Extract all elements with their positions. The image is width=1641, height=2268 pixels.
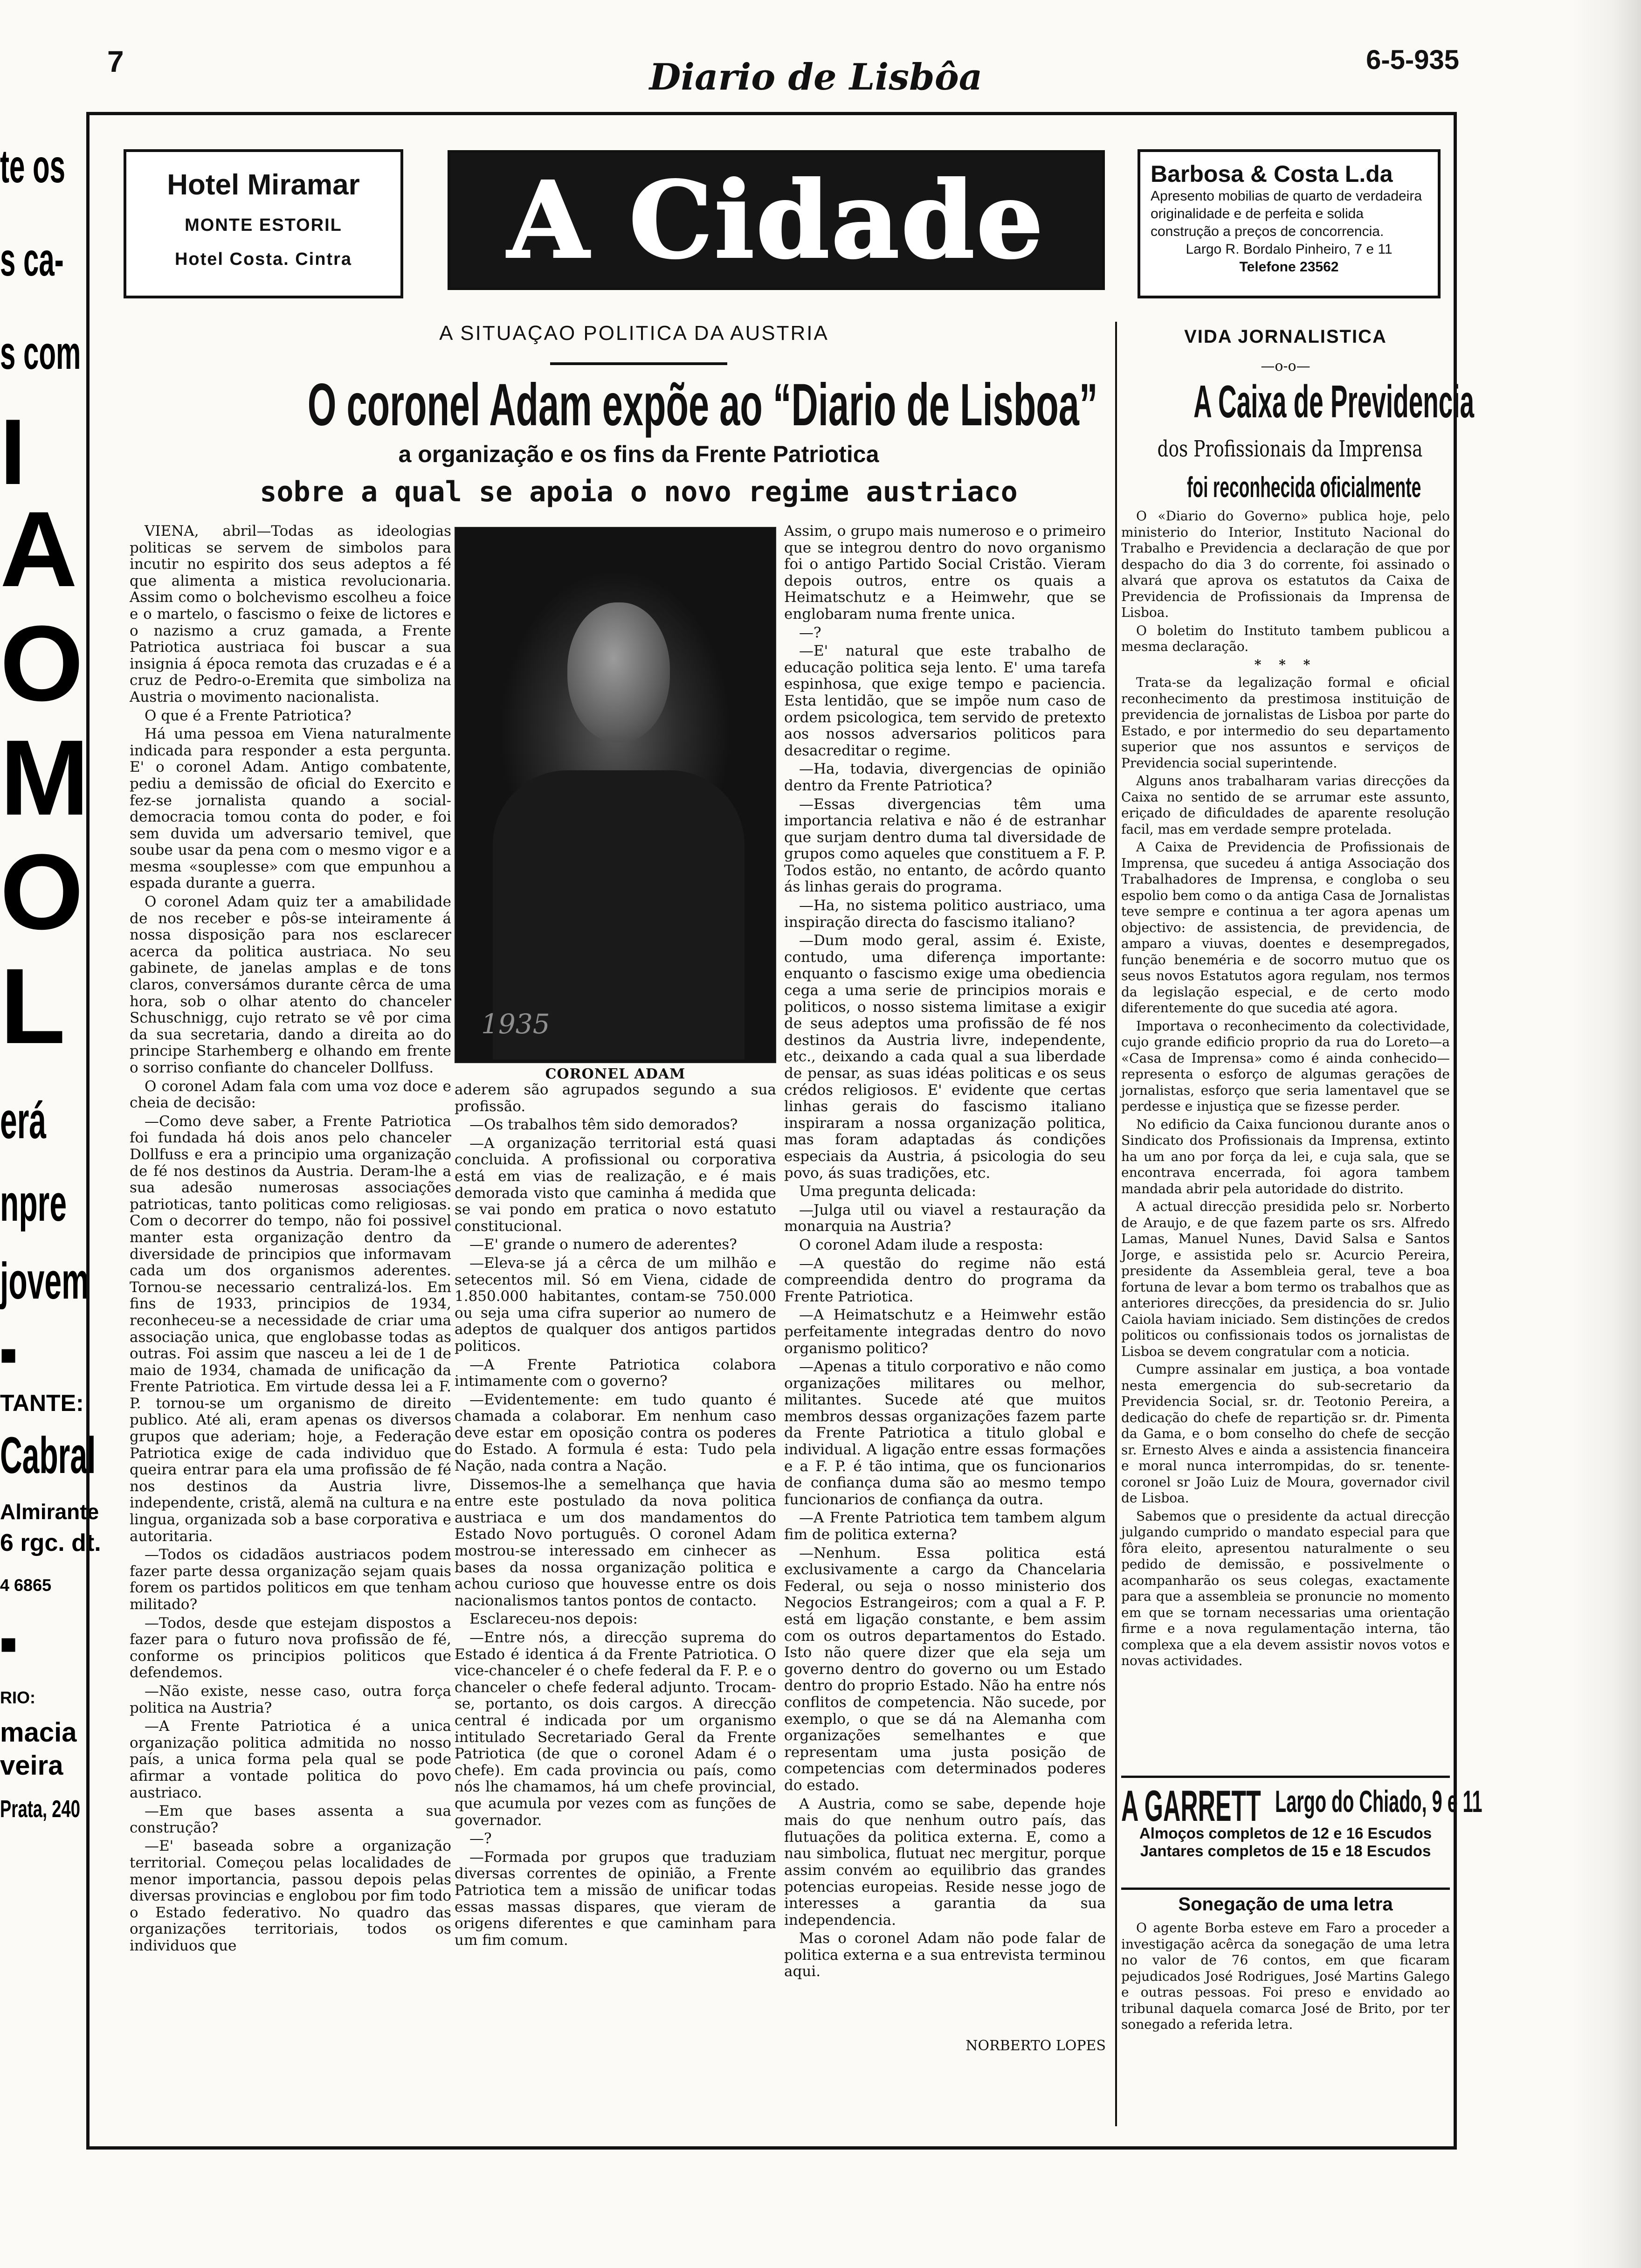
paragraph: —A Frente Patriotica colabora intimamente com o governo?	[455, 1356, 776, 1390]
photo-caption: CORONEL ADAM	[545, 1066, 686, 1082]
paragraph: —A Heimatschutz e a Heimwehr estão perfeitamente integradas dentro do novo organismo politico?	[784, 1307, 1106, 1357]
paragraph: —Essas divergencias têm uma importancia relativa e não é de estranhar que surjam dentro duma tal diversidade de grupos como aqueles que constituem a F. P. Todos estão, no entanto, de acôrdo quanto ás linhas gerais do programa.	[784, 795, 1106, 896]
paragraph: Alguns anos trabalharam varias direcções da Caixa no sentido de se arrumar este assunto, eriçado de dificuldades de aparente resolução facil, mas em verdade sempre protelada.	[1121, 773, 1450, 837]
paragraph: —Todos, desde que estejam dispostos a fazer para o futuro nova profissão de fé, conforme os principios politicos que defendemos.	[130, 1614, 451, 1681]
margin-fragment: Cabral	[0, 1427, 96, 1484]
paragraph: —Nenhum. Essa politica está exclusivamente a cargo da Chancelaria Federal, ou seja o nosso ministerio dos Negocios Estrangeiros; com a qual a F. P. está em ligação constante, e bem assim com os outros departamentos do Estado. Isto não quere dizer que ela seja um governo dentro do governo ou um Estado dentro do proprio Estado. Não ha entre nós conflitos de competencia. Não sucede, por exemplo, o que se dá na Alemanha com organizações semelhantes e que representam uma justa posição de competencias com determinados poderes do estado.	[784, 1544, 1106, 1794]
margin-fragment: TANTE:	[0, 1390, 84, 1416]
paragraph: —Entre nós, a direcção suprema do Estado é identica á da Frente Patriotica. O vice-chanceler é o chefe federal da F. P. e o chanceler o chefe federal adjunto. Trocam-se, portanto, os dois cargos. A direcção central é indicada por um organismo intitulado Secretariado Geral da Frente Patriotica (de que o coronel Adam é o chefe). Em cada provincia ou país, como nós lhe chamamos, há um chefe provincial, que acumula por vezes com as funções de governador.	[455, 1629, 776, 1829]
margin-fragment: O	[0, 603, 83, 723]
hotel-miramar-ad	[124, 149, 403, 298]
article-signature: NORBERTO LOPES	[965, 2038, 1106, 2054]
garrett-ad-lunch: Almoços completos de 12 e 16 Escudos	[1139, 1825, 1432, 1842]
paragraph: —Eleva-se já a cêrca de um milhão e setecentos mil. Só em Viena, cidade de 1.850.000 habitantes, contam-se 750.000 ou seja uma cifra superior ao numero de adeptos de qualquer dos antigos partidos politicos.	[455, 1254, 776, 1355]
hotel-ad-location: MONTE ESTORIL	[185, 215, 342, 235]
margin-fragment: s com	[0, 327, 81, 379]
margin-fragment: 6 rgc. dt.	[0, 1529, 101, 1556]
paragraph: —Como deve saber, a Frente Patriotica foi fundada há dois anos pelo chanceler Dollfuss e era a principio uma organização de fé nos destinos da Austria. Deram-lhe a sua adesão numerosas associações patrioticas, tanto politicas como religiosas. Com o decorrer do tempo, não foi possivel manter esta organização dentro da diversidade de principios que informavam cada um dos organismos aderentes. Tornou-se necessario centralizá-los. Em fins de 1933, principios de 1934, reconheceu-se a necessidade de criar uma associação unica, que englobasse todas as outras. Foi assim que nasceu a lei de 1 de maio de 1934, chamada de unificação da Frente Patriotica. Em virtude dessa lei a F. P. tornou-se um organismo de direito publico. Até ali, eram apenas os diversos grupos que aderiam; hoje, a Federação Patriotica exige de cada individuo que queira entrar para ela uma profissão de fé nos destinos da Austria livre, independente, cristã, alemã na cultura e na lingua, organizada sob a base corporativa e autoritaria.	[130, 1113, 451, 1545]
margin-fragment: 4 6865	[0, 1576, 52, 1595]
paragraph: —E' grande o numero de aderentes?	[469, 1236, 737, 1253]
paragraph: —Evidentemente: em tudo quanto é chamada a colaborar. Em nenhum caso deve estar em oposição contra os poderes do Estado. A formula é esta: Tudo pela Nação, nada contra a Nação.	[455, 1391, 776, 1475]
paragraph: —E' natural que este trabalho de educação politica seja lento. E' uma tarefa espinhosa, que exige tempo e paciencia. Esta lentidão, que se impõe num caso de ordem psicologica, tem servido de pretexto aos nossos adversarios politicos para desacreditar o regime.	[784, 643, 1106, 759]
neighbour-page-margin	[0, 140, 101, 2098]
section-banner-title: A Cidade	[507, 159, 1045, 282]
paragraph: —Ha, no sistema politico austriaco, uma inspiração directa do fascismo italiano?	[784, 897, 1106, 931]
paragraph: Mas o coronel Adam não pode falar de politica externa e a sua entrevista terminou aqui.	[784, 1930, 1106, 1980]
vida-jornalistica-headline: A Caixa de Previdencia	[1193, 376, 1475, 427]
barbosa-ad-address: Largo R. Bordalo Pinheiro, 7 e 11	[1186, 242, 1393, 257]
photo-watermark: 1935	[481, 1008, 550, 1040]
photo-face	[567, 602, 670, 742]
paragraph: aderem são agrupados segundo a sua profissão.	[455, 1081, 776, 1115]
paragraph: —Ha, todavia, divergencias de opinião dentro da Frente Patriotica?	[784, 761, 1106, 794]
paragraph: A Caixa de Previdencia de Profissionais de Imprensa, que sucedeu á antiga Associação dos Trabalhadores de Imprensa, e congloba o seu espolio bem como o da antiga Casa de Jornalistas teve sempre e continua a ter agora apenas um objectivo: de assistencia, de previdencia, de amparo a viuvas, doentes e desempregados, função beneméria e de socorro mutuo que os seus novos Estatutos agora regulam, nos termos da legislação especial, e de certo modo diferentemente do que sucedia até agora.	[1121, 839, 1450, 1016]
margin-fragment: M	[0, 718, 90, 837]
garrett-ad-address: Largo do Chiado, 9 e 11	[1275, 1784, 1482, 1819]
paragraph: O boletim do Instituto tambem publicou a mesma declaração.	[1121, 622, 1450, 654]
kicker-rule	[550, 362, 727, 365]
paragraph: —Formada por grupos que traduziam diversas correntes de opinião, a Frente Patriotica tem a missão de unificar todas essas massas dispares, que vieram de origens diferentes e que caminham para um fim comum.	[455, 1848, 776, 1949]
margin-fragment: veira	[0, 1750, 63, 1781]
paragraph: —Todos os cidadãos austriacos podem fazer parte dessa organização sejam quais forem os partidos politicos em que tenham militado?	[130, 1546, 451, 1613]
newspaper-masthead: Diario de Lisbôa	[649, 56, 983, 98]
margin-fragment: A	[0, 489, 78, 609]
sonegacao-body	[1121, 1920, 1450, 2060]
paragraph: Há uma pessoa em Viena naturalmente indicada para responder a esta pergunta. E' o coronel Adam. Antigo combatente, pediu a demissão de oficial do Exercito e fez-se jornalista quando a social-democracia tomou conta do poder, e foi sem duvida um adversario temivel, que soube usar da pena com o mesmo vigor e a mesma «souplesse» com que empunhou a espada durante a guerra.	[130, 726, 451, 892]
ornament: —o-o—	[1261, 358, 1310, 374]
vida-jornalistica-body	[1121, 508, 1450, 1758]
barbosa-ad-text: Apresento mobilias de quarto de verdadeira originalidade e de perfeita e solida construção a preços de concorrencia.	[1151, 188, 1422, 239]
portrait-photo	[455, 527, 776, 1063]
paragraph: O coronel Adam fala com uma voz doce e cheia de decisão:	[130, 1078, 451, 1112]
paragraph: —?	[469, 1830, 492, 1847]
margin-fragment: I	[0, 400, 26, 504]
barbosa-costa-ad	[1138, 149, 1441, 298]
paragraph: O agente Borba esteve em Faro a proceder a investigação acêrca da sonegação de uma letra no valor de 76 contos, em que ficaram pejudicados José Rodrigues, José Martins Galego e outras pessoas. Foi preso e envidado ao tribunal daquela comarca José de Brito, por ter sonegado a referida letra.	[1121, 1920, 1450, 2032]
paragraph: —Julga util ou viavel a restauração da monarquia na Austria?	[784, 1201, 1106, 1235]
vida-jornalistica-tagline: foi reconhecida oficialmente	[1187, 471, 1421, 504]
article-column-2	[455, 1082, 776, 2056]
paragraph: VIENA, abril—Todas as ideologias politicas se servem de simbolos para incutir no espirito dos seus adeptos a fé que alimenta a mistica revolucionaria. Assim como o bolchevismo escolheu a foice e o martelo, o fascismo o feixe de lictores e o nazismo a cruz gamada, a Frente Patriotica austriaca foi buscar a sua insignia á época remota das cruzadas e é a cruz de Pedro-o-Eremita que simboliza na Austria o movimento nacionalista.	[130, 523, 451, 705]
vida-jornalistica-subheadline: dos Profissionais da Imprensa	[1157, 436, 1423, 462]
margin-fragment: Prata, 240	[0, 1796, 81, 1823]
article-column-1	[130, 523, 451, 2057]
paragraph: A actual direcção presidida pelo sr. Norberto de Araujo, e de que fazem parte os srs. Alfredo Lamas, Manuel Nunes, David Salsa e Santos Jorge, e assistida pelo sr. Acurcio Pereira, presidente da Assembleia geral, teve a boa fortuna de levar a bom termo os trabalhos que as anteriores direcções, da presidencia do sr. Julio Caiola haviam iniciado. Sem distinções de credos politicos ou confissionais todos os jornalistas de Lisboa se devem congratular com a noticia.	[1121, 1199, 1450, 1359]
margin-fragment: erá	[0, 1092, 47, 1149]
article-deck: a organização e os fins da Frente Patriotica	[398, 441, 879, 467]
paragraph: O coronel Adam ilude a resposta:	[799, 1236, 1043, 1253]
garrett-restaurant-ad	[1121, 1776, 1482, 1890]
issue-date: 6-5-935	[1366, 45, 1459, 75]
margin-fragment: te os	[0, 140, 66, 193]
margin-fragment: L	[0, 946, 66, 1066]
margin-fragment: ■	[0, 1628, 17, 1660]
barbosa-ad-title: Barbosa & Costa L.da	[1151, 161, 1393, 187]
hotel-ad-second-hotel: Hotel Costa. Cintra	[174, 249, 352, 269]
column-divider	[1115, 322, 1117, 2126]
paragraph: —A Frente Patriotica é a unica organização politica admitida no nosso país, a unica forma pela qual se pode afirmar a vontade politica do povo austriaco.	[130, 1718, 451, 1801]
article-headline: O coronel Adam expõe ao “Diario de Lisboa”	[307, 372, 1098, 438]
paragraph: —Não existe, nesse caso, outra força politica na Austria?	[130, 1682, 451, 1716]
margin-fragment: jovem	[0, 1252, 89, 1310]
paragraph: Assim, o grupo mais numeroso e o primeiro que se integrou dentro do novo organismo foi o antigo Partido Social Cristão. Vieram depois outros, entre os quais a Heimatschutz e a Heimwehr, que se englobaram numa frente unica.	[784, 523, 1106, 622]
paragraph: O «Diario do Governo» publica hoje, pelo ministerio do Interior, Instituto Nacional do Trabalho e Previdencia a declaração de que por despacho do dia 3 do corrente, foi assinado o alvará que aprova os estatutos da Caixa de Previdencia de Profissionais da Imprensa de Lisboa.	[1121, 508, 1450, 620]
paragraph: —?	[799, 624, 821, 641]
paragraph: Esclareceu-nos depois:	[469, 1611, 638, 1628]
paragraph: —A organização territorial está quasi concluida. A profissional ou corporativa está em vias de realização, e é mais demorada visto que caminha á medida que se vai pondo em pratica o novo estatuto constitucional.	[455, 1134, 776, 1235]
vida-jornalistica-section: VIDA JORNALISTICA	[1184, 326, 1387, 347]
paragraph: Importava o reconhecimento da colectividade, cujo grande edificio proprio da rua do Loreto—a «Casa de Imprensa» como é ainda conhecido— representa o esforço de algumas gerações de jornalistas, esforço que seria lamentavel que se perdesse e injustiça que se fizesse perder.	[1121, 1018, 1450, 1114]
paragraph: —E' baseada sobre a organização territorial. Começou pelas localidades de menor importancia, passou depois pelas diversas provincias e englobou por fim todo o Estado federativo. No quadro das organizações territoriais, todos os individuos que	[130, 1838, 451, 1954]
paragraph: O coronel Adam quiz ter a amabilidade de nos receber e pôs-se inteiramente á nossa disposição para nos esclarecer acerca da politica austriaca. No seu gabinete, de janelas amplas e de tons claros, conversámos durante cêrca de uma hora, sob o olhar atento do chanceler Schuschnigg, cujo retrato se vê por cima da sua secretaria, dando a direita ao do principe Starhemberg e olhando em frente o sorriso confiante do chanceler Dollfuss.	[130, 893, 451, 1076]
article-subhead: sobre a qual se apoia o novo regime austriaco	[260, 476, 1018, 508]
paragraph: Trata-se da legalização formal e oficial reconhecimento da prestimosa instituição de previdencia de jornalistas de Lisboa por parte do Estado, e por intermedio do seu departamento superior que nos assuntos e serviços de Previdencia social superintende.	[1121, 675, 1450, 771]
paragraph: A Austria, como se sabe, depende hoje mais do que nenhum outro país, das flutuações da politica externa. E, como a nau simbolica, flutuat nec mergitur, porque assim convém ao equilibrio das grandes potencias europeias. Reside nesse jogo de interesses a garantia da sua independencia.	[784, 1795, 1106, 1929]
margin-fragment: ■	[0, 1339, 17, 1370]
paragraph: Uma pregunta delicada:	[799, 1183, 977, 1200]
barbosa-ad-phone: Telefone 23562	[1239, 259, 1339, 275]
paragraph: O que é a Frente Patriotica?	[145, 707, 352, 724]
margin-fragment: npre	[0, 1175, 67, 1232]
margin-fragment: s ca-	[0, 234, 64, 286]
paragraph: —Em que bases assenta a sua construção?	[130, 1803, 451, 1836]
margin-fragment: RIO:	[0, 1688, 35, 1707]
article-kicker: A SITUAÇAO POLITICA DA AUSTRIA	[439, 322, 829, 345]
paragraph: —Os trabalhos têm sido demorados?	[469, 1116, 738, 1134]
paragraph: Sabemos que o presidente da actual direcção julgando cumprido o mandato especial para que fôra eleito, apresentou naturalmente o seu pedido de demissão, e possivelmente o acompanharão os seus colegas, exactamente para que a assembleia se pronuncie no momento em que se tornam necessarias uma orientação firme e a nova regulamentação interna, tão complexa que a ela devem assistir novos votos e novas actividades.	[1121, 1508, 1450, 1668]
scan-edge-shadow	[1571, 0, 1641, 2268]
margin-fragment: O	[0, 832, 83, 952]
separator-stars: * * *	[1254, 657, 1317, 672]
paragraph: Dissemos-lhe a semelhança que havia entre este postulado da nova politica austriaca e um dos mandamentos do Estado Novo português. O coronel Adam mostrou-se interessado em cinhecer as bases da nossa organização politica e achou curioso que houvesse entre os dois nacionalismos tantos pontos de contacto.	[455, 1476, 776, 1609]
paragraph: —Dum modo geral, assim é. Existe, contudo, uma diferença importante: enquanto o fascismo exige uma obediencia cega a uma serie de principios morais e politicos, o nosso sistema limitase a exigir de seus adeptos uma profissão de fé nos destinos da Austria livre, independente, etc., deixando a cada qual a sua liberdade de pensar, as suas idéas politicas e os seus crédos religiosos. E' evidente que certas linhas gerais do fascismo italiano inspiraram a nossa organização politica, mas foram adaptadas ás condições especiais da Austria, á psicologia do seu povo, ás suas tradições, etc.	[784, 932, 1106, 1182]
paragraph: —Apenas a titulo corporativo e não como organizações militares ou melhor, militantes. Sucede até que muitos membros dessas organizações fazem parte da Frente Patriotica a titulo global e individual. A ligação entre essas formações e a F. P. é tão intima, que os funcionarios de confiança duma são ao mesmo tempo funcionarios de confiança da outra.	[784, 1358, 1106, 1508]
hotel-ad-title: Hotel Miramar	[167, 169, 360, 201]
paragraph: —A Frente Patriotica tem tambem algum fim de politica externa?	[784, 1509, 1106, 1543]
garrett-ad-dinner: Jantares completos de 15 e 18 Escudos	[1140, 1842, 1431, 1860]
sonegacao-headline: Sonegação de uma letra	[1178, 1894, 1393, 1915]
page-number: 7	[107, 45, 124, 78]
paragraph: No edificio da Caixa funcionou durante anos o Sindicato dos Profissionais da Imprensa, extinto ha um ano por força da lei, e cuja sala, que se encontrava encerrada, foi agora tambem mandada abrir pela autoridade do distrito.	[1121, 1116, 1450, 1196]
margin-fragment: macia	[0, 1717, 77, 1748]
garrett-ad-name: A GARRETT	[1121, 1781, 1261, 1830]
paragraph: —A questão do regime não está compreendida dentro do programa da Frente Patriotica.	[784, 1255, 1106, 1305]
article-column-3	[784, 523, 1106, 2057]
paragraph: Cumpre assinalar em justiça, a boa vontade nesta emergencia do sub-secretario da Previdencia Social, sr. dr. Teotonio Pereira, a dedicação do chefe de repartição sr. dr. Pimenta da Gama, e o bom conselho do chefe de secção sr. Ernesto Alves e ainda a assistencia financeira e moral nunca interrompidas, do sr. tenente-coronel sr João Luiz de Moura, governador civil de Lisboa.	[1121, 1362, 1450, 1506]
margin-fragment: Almirante	[0, 1500, 99, 1524]
section-banner	[448, 150, 1105, 290]
